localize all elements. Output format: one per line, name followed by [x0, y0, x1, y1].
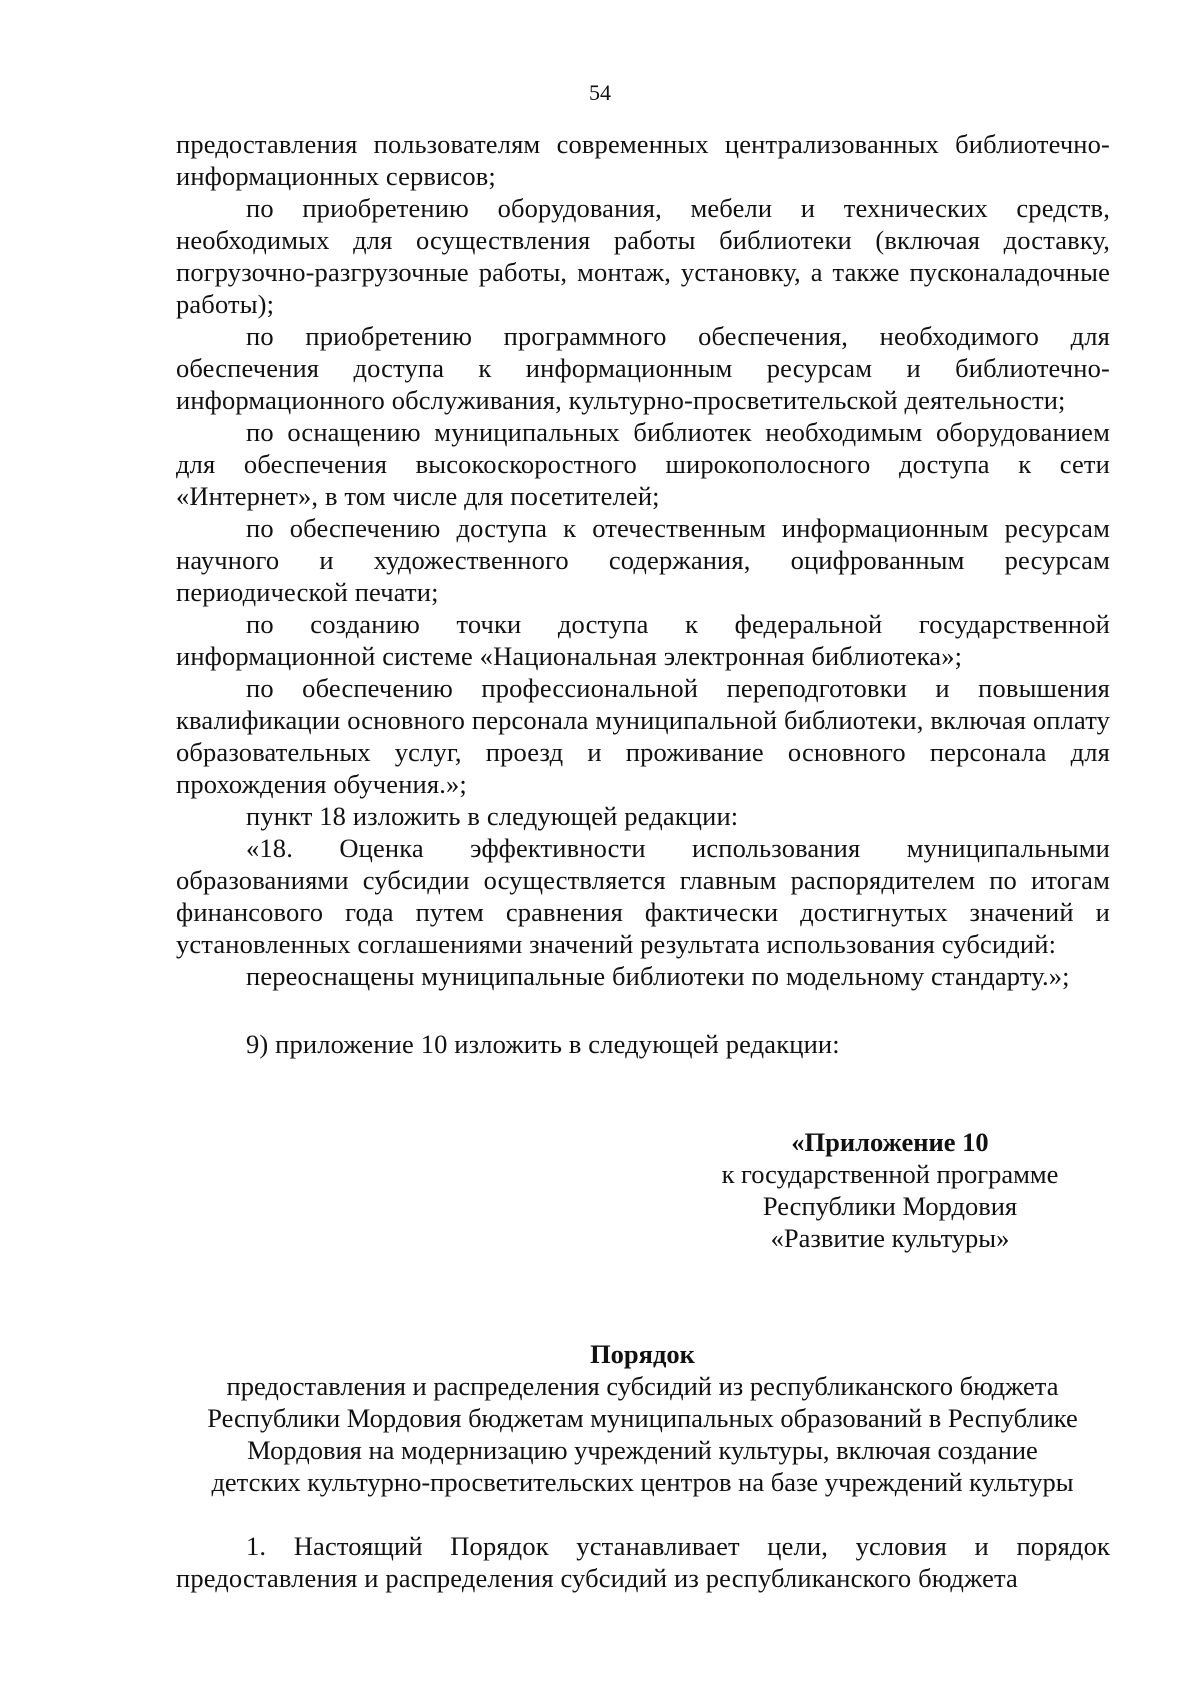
appendix-line-2: Республики Мордовия: [762, 1191, 1018, 1221]
body-text: [176, 128, 1110, 1060]
order-title-block: [150, 1338, 1135, 1498]
order-subtitle-line-1: предоставления и распределения субсидий из республиканского бюджета: [226, 1371, 1059, 1401]
order-subtitle-line-4: детских культурно-просветительских центров на базе учреждений культуры: [211, 1467, 1074, 1497]
final-section: [176, 1530, 1110, 1594]
paragraph-internet-access: по оснащению муниципальных библиотек необходимым оборудованием для обеспечения высокоскоростного широкополосного доступа к сети «Интернет», в том числе для посетителей;: [176, 417, 1110, 511]
paragraph-software: по приобретению программного обеспечения, необходимого для обеспечения доступа к информационным ресурсам и библиотечно-информационного обслуживания, культурно-просветительской деятельности;: [176, 321, 1110, 415]
appendix-line-1: к государственной программе: [721, 1159, 1059, 1189]
paragraph-services: предоставления пользователям современных централизованных библиотечно-информационных сервисов;: [176, 129, 1110, 191]
paragraph-evaluation: «18. Оценка эффективности использования муниципальными образованиями субсидии осуществляется главным распорядителем по итогам финансового года путем сравнения фактически достигнутых значений и установленных соглашениями значений результата использования субсидий:: [176, 833, 1110, 959]
order-subtitle-line-3: Мордовия на модернизацию учреждений культуры, включая создание: [247, 1435, 1038, 1465]
paragraph-point-18: пункт 18 изложить в следующей редакции:: [246, 801, 739, 831]
appendix-line-3: «Развитие культуры»: [770, 1223, 1010, 1253]
paragraph-appendix-10: 9) приложение 10 изложить в следующей редакции:: [246, 1029, 840, 1059]
paragraph-section-1: 1. Настоящий Порядок устанавливает цели, условия и порядок предоставления и распределения субсидий из республиканского бюджета: [176, 1531, 1110, 1593]
appendix-header: [680, 1126, 1100, 1254]
paragraph-training: по обеспечению профессиональной переподготовки и повышения квалификации основного персонала муниципальной библиотеки, включая оплату образовательных услуг, проезд и проживание основного персонала для прохождения обучения.»;: [176, 673, 1110, 799]
paragraph-reequipped: переоснащены муниципальные библиотеки по модельному стандарту.»;: [246, 961, 1070, 991]
appendix-title: «Приложение 10: [791, 1127, 989, 1157]
paragraph-domestic-resources: по обеспечению доступа к отечественным информационным ресурсам научного и художественного содержания, оцифрованным ресурсам периодической печати;: [176, 513, 1110, 607]
paragraph-equipment: по приобретению оборудования, мебели и технических средств, необходимых для осуществления работы библиотеки (включая доставку, погрузочно-разгрузочные работы, монтаж, установку, а также пусконаладочные работы);: [176, 193, 1110, 319]
page-number: 54: [589, 80, 611, 105]
order-subtitle-line-2: Республики Мордовия бюджетам муниципальных образований в Республике: [207, 1403, 1078, 1433]
order-heading: Порядок: [590, 1339, 695, 1369]
paragraph-access-point: по созданию точки доступа к федеральной государственной информационной системе «Национальная электронная библиотека»;: [176, 609, 1110, 671]
